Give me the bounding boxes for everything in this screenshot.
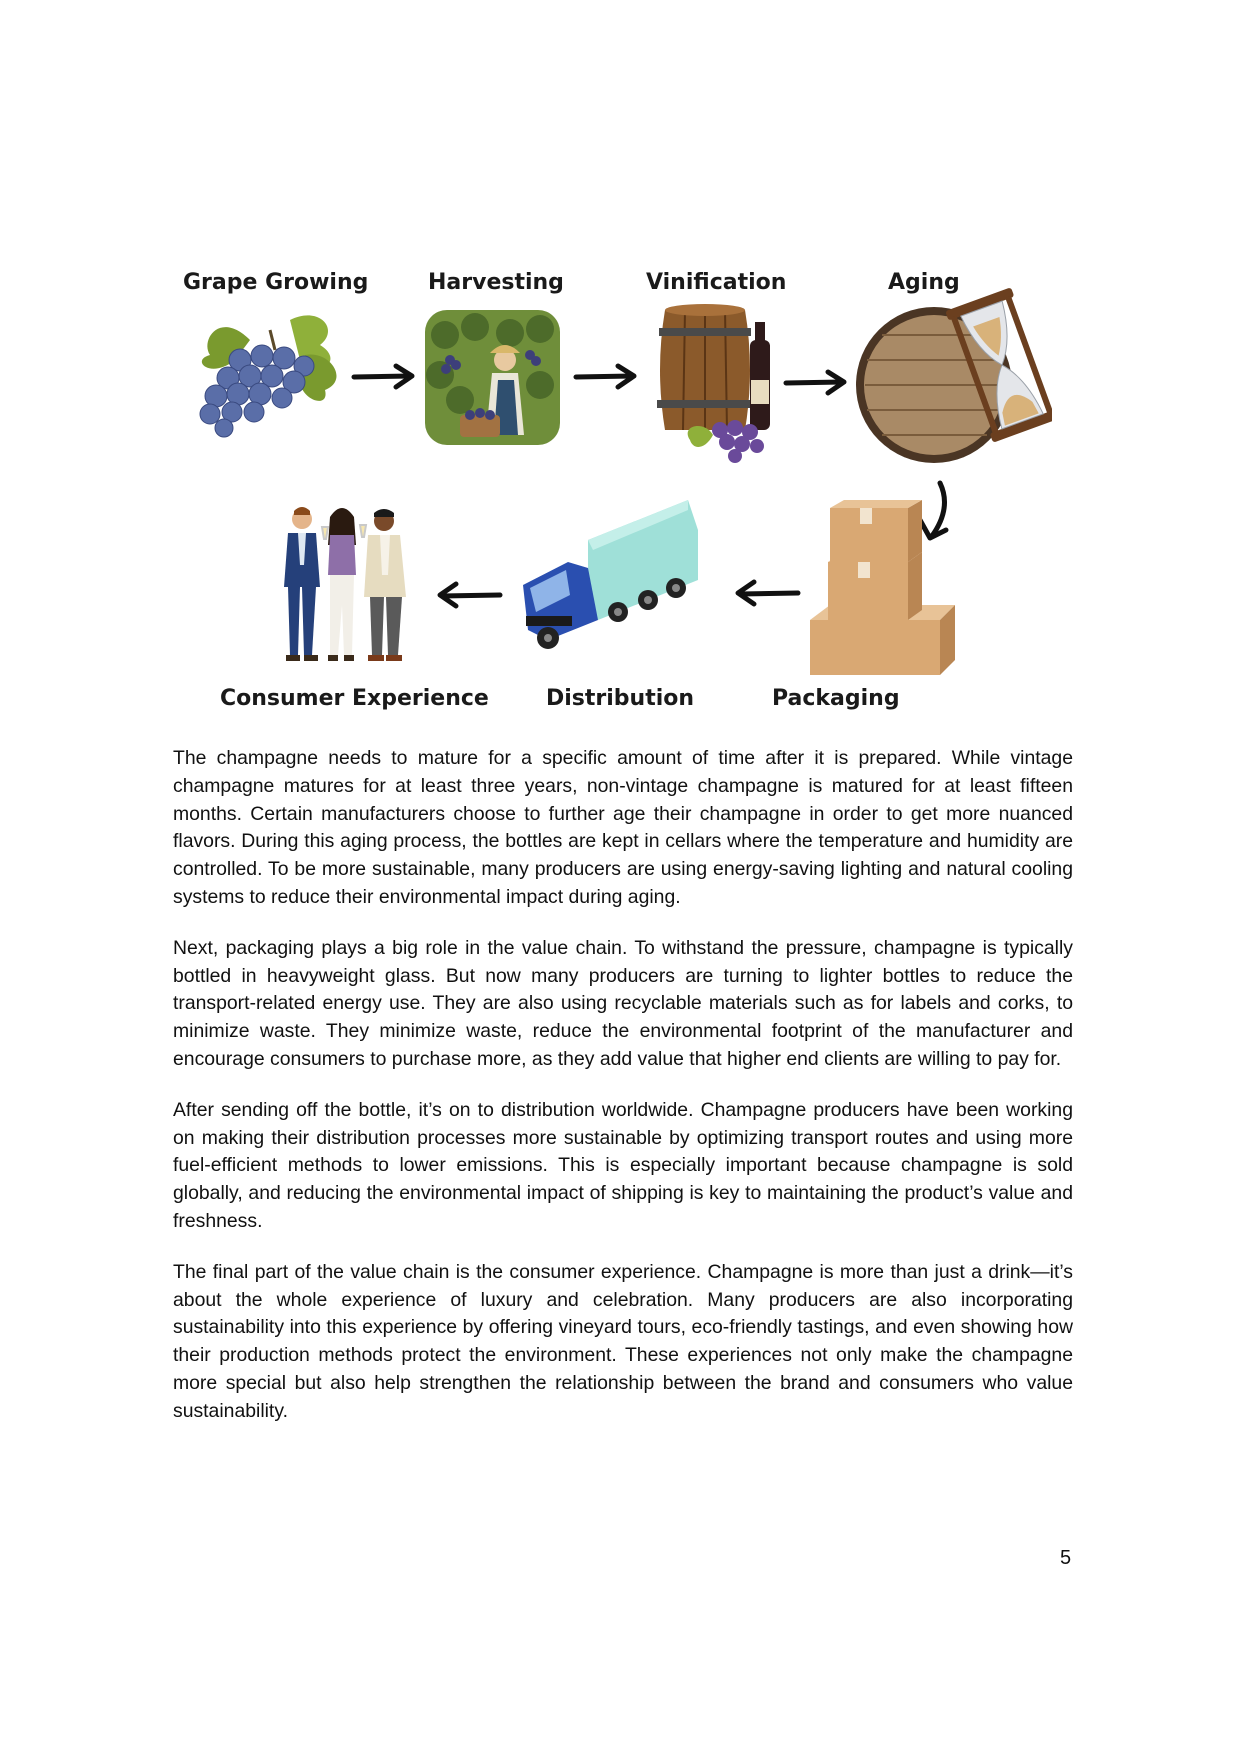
arrow-right-icon <box>350 362 420 392</box>
value-chain-diagram <box>0 0 1240 740</box>
arrow-left-icon <box>428 580 504 610</box>
barrel-hourglass-icon <box>852 285 1052 465</box>
harvester-icon <box>420 305 565 450</box>
paragraph-packaging: Next, packaging plays a big role in the value chain. To withstand the pressure, champagne is typically bottled in heavyweight glass. But now many producers are turning to lighter bottles to reduce the transport-related energy use. They are also using recyclable materials such as for labels and corks, to minimize waste. They minimize waste, reduce the environmental footprint of the manufacturer and encourage consumers to purchase more, as they add value that higher end clients are willing to pay for. <box>173 936 1073 1070</box>
paragraph-aging: The champagne needs to mature for a specific amount of time after it is prepared. While vintage champagne matures for at least three years, non-vintage champagne is matured for at least fifteen months. Certain manufacturers choose to further age their champagne in order to get more nuanced flavors. During this aging process, the bottles are kept in cellars where the temperature and humidity are controlled. To be more sustainable, many producers are using energy-saving lighting and natural cooling systems to reduce their environmental impact during aging. <box>173 747 1073 908</box>
step-label-distribution: Distribution <box>546 686 695 711</box>
boxes-icon <box>800 500 960 680</box>
grapes-icon <box>180 300 350 440</box>
paragraph-distribution: After sending off the bottle, it’s on to distribution worldwide. Champagne producers have been working on making their distribution processes more sustainable by optimizing transport routes and using more fuel-efficient methods to lower emissions. This is especially important because champagne is sold globally, and reducing the environmental impact of shipping is key to maintaining the product’s value and freshness. <box>173 1098 1073 1232</box>
arrow-left-icon <box>726 578 802 608</box>
step-label-packaging: Packaging <box>772 686 900 711</box>
step-label-grape-growing: Grape Growing <box>183 270 369 295</box>
barrel-icon <box>645 300 790 470</box>
step-label-consumer-experience: Consumer Experience <box>220 686 489 711</box>
step-label-harvesting: Harvesting <box>428 270 564 295</box>
page-number: 5 <box>1060 1547 1072 1569</box>
truck-icon <box>518 500 703 655</box>
body-text <box>173 745 1073 1449</box>
arrow-right-icon <box>572 362 642 392</box>
step-label-aging: Aging <box>888 270 960 295</box>
step-label-vinification: Vinification <box>646 270 787 295</box>
paragraph-consumer-experience: The final part of the value chain is the consumer experience. Champagne is more than just a drink—it’s about the whole experience of luxury and celebration. Many producers are also incorporating sustainability into this experience by offering vineyard tours, eco-friendly tastings, and even showing how their production methods protect the environment. These experiences not only make the champagne more special but also help strengthen the relationship between the brand and consumers who value sustainability. <box>173 1260 1073 1422</box>
people-toasting-icon <box>280 505 420 667</box>
arrow-right-icon <box>782 368 852 398</box>
